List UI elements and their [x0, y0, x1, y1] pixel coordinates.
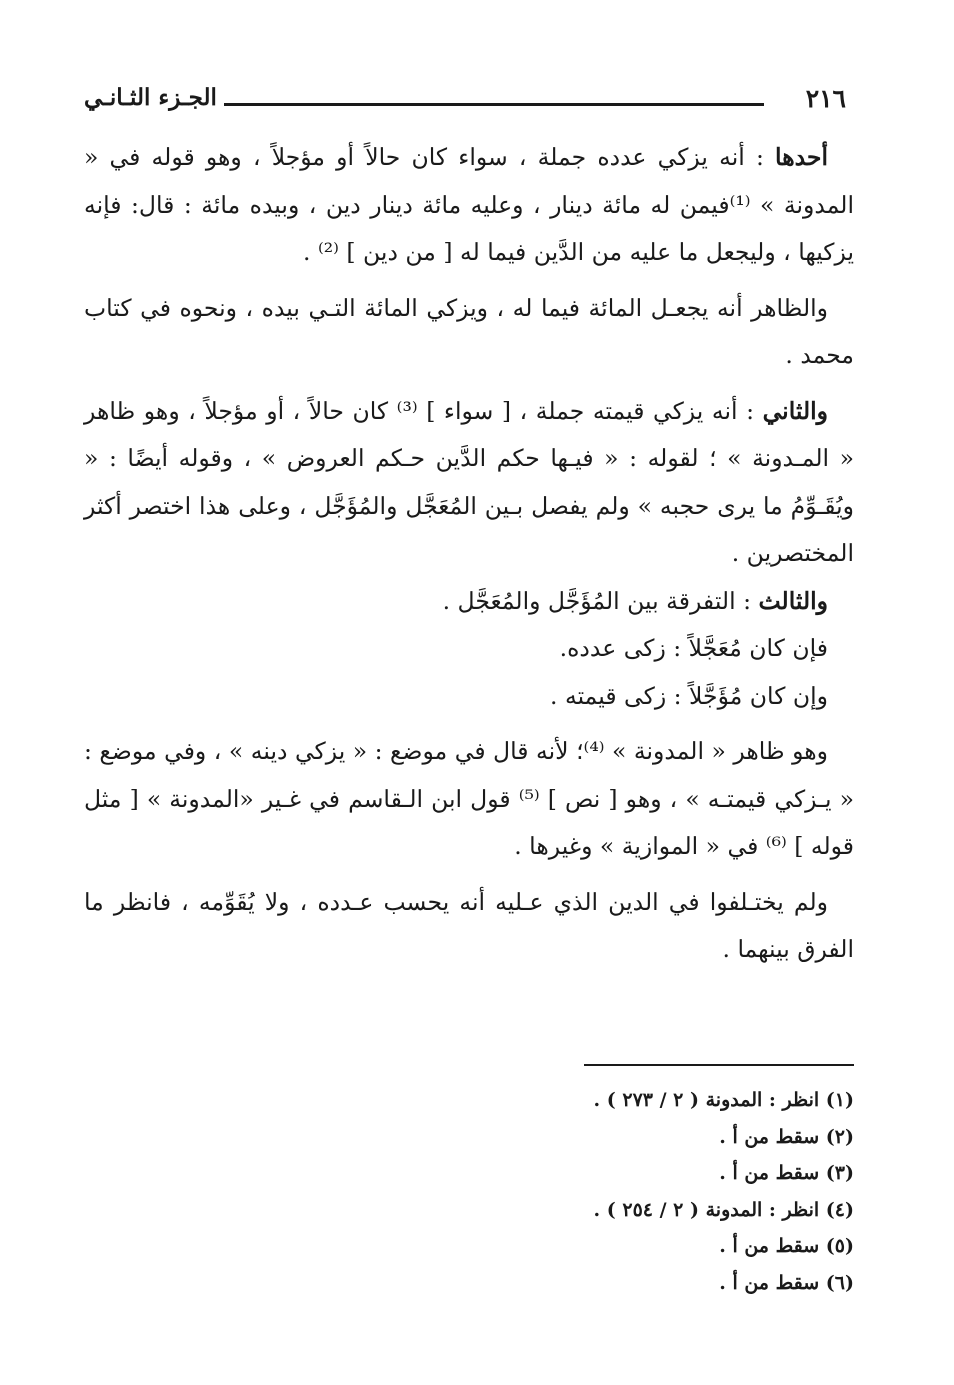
paragraph-second-opinion	[84, 388, 854, 578]
paragraph-text: : التفرقة بين المُؤَجَّل والمُعَجَّل .	[442, 586, 759, 615]
paragraph-no-disagreement: ولم يختـلفوا في الدين الذي عـليه أنه يحسب عـدده ، ولا يُقَوِّمه ، فانظر ما الفرق بينهما .	[84, 887, 854, 963]
paragraph-if-immediate: فإن كان مُعَجَّلاً : زكى عدده.	[559, 634, 828, 662]
main-text	[84, 134, 854, 982]
paragraph-if-deferred: وإن كان مُؤَجَّلاً : زكى قيمته .	[550, 681, 828, 710]
footnotes	[194, 1082, 854, 1302]
opinion-lead-first: أحدها	[775, 143, 828, 171]
opinion-lead-second: والثاني	[762, 396, 829, 425]
footnote: (٢) سقط من أ .	[719, 1125, 854, 1148]
running-title: الجـزء الثـانـي	[84, 84, 217, 111]
paragraph-third-opinion	[84, 578, 854, 626]
footnote: (٥) سقط من أ .	[719, 1235, 854, 1258]
paragraph-apparent: والظاهر أنه يجعـل المائة فيما له ، ويزكي المائة التـي بيده ، ونحوه في كتاب محمد .	[84, 293, 854, 369]
paragraph-mudawwana-apparent: وهو ظاهر « المدونة » ⁽⁴⁾؛ لأنه قال في موضع : « يزكي دينه » ، وفي موضع : « يـزكي قيمتـه » ، وهو [ نص ] ⁽⁵⁾ قول ابن الـقاسم في غـير «المدونة » [ مثل قوله ] ⁽⁶⁾ في « الموازية » وغيرها .	[84, 737, 854, 860]
paragraph-text: : أنه يزكي عدده جملة ، سواء كان حالاً أو مؤجلاً ، وهو قوله في « المدونة » ⁽¹⁾فيمن له مائة دينار ، وعليه مائة دينار دين ، وبيده مائة : قال: فإنه يزكيها ، وليجعل ما عليه من الدَّين فيما له [ من دين ] ⁽²⁾ .	[84, 143, 854, 266]
footnote: (٤) انظر : المدونة ( ٢ / ٢٥٤ ) .	[593, 1198, 854, 1221]
footnote: (١) انظر : المدونة ( ٢ / ٢٧٣ ) .	[593, 1089, 854, 1111]
footnote-rule	[584, 1064, 854, 1066]
paragraph-first-opinion	[84, 134, 854, 277]
header-rule	[224, 103, 764, 106]
running-head	[84, 84, 854, 124]
page-number: ٢١٦	[805, 84, 846, 113]
footnote: (٦) سقط من أ .	[719, 1271, 854, 1294]
paragraph-text: : أنه يزكي قيمته جملة ، [ سواء ] ⁽³⁾ كان حالاً ، أو مؤجلاً ، وهو ظاهر « المـدونة » ؛ لقوله : « فيـها حكم الدَّين حـكم العروض » ، وقوله أيضًا : « ويُقَـوِّمُ ما يرى حجبه » ولم يفصل بـين المُعَجَّل والمُؤَجَّل ، وعلى هذا اختصر أكثر المختصرين .	[84, 396, 854, 567]
footnote: (٣) سقط من أ .	[719, 1162, 854, 1185]
opinion-lead-third: والثالث	[758, 586, 828, 615]
